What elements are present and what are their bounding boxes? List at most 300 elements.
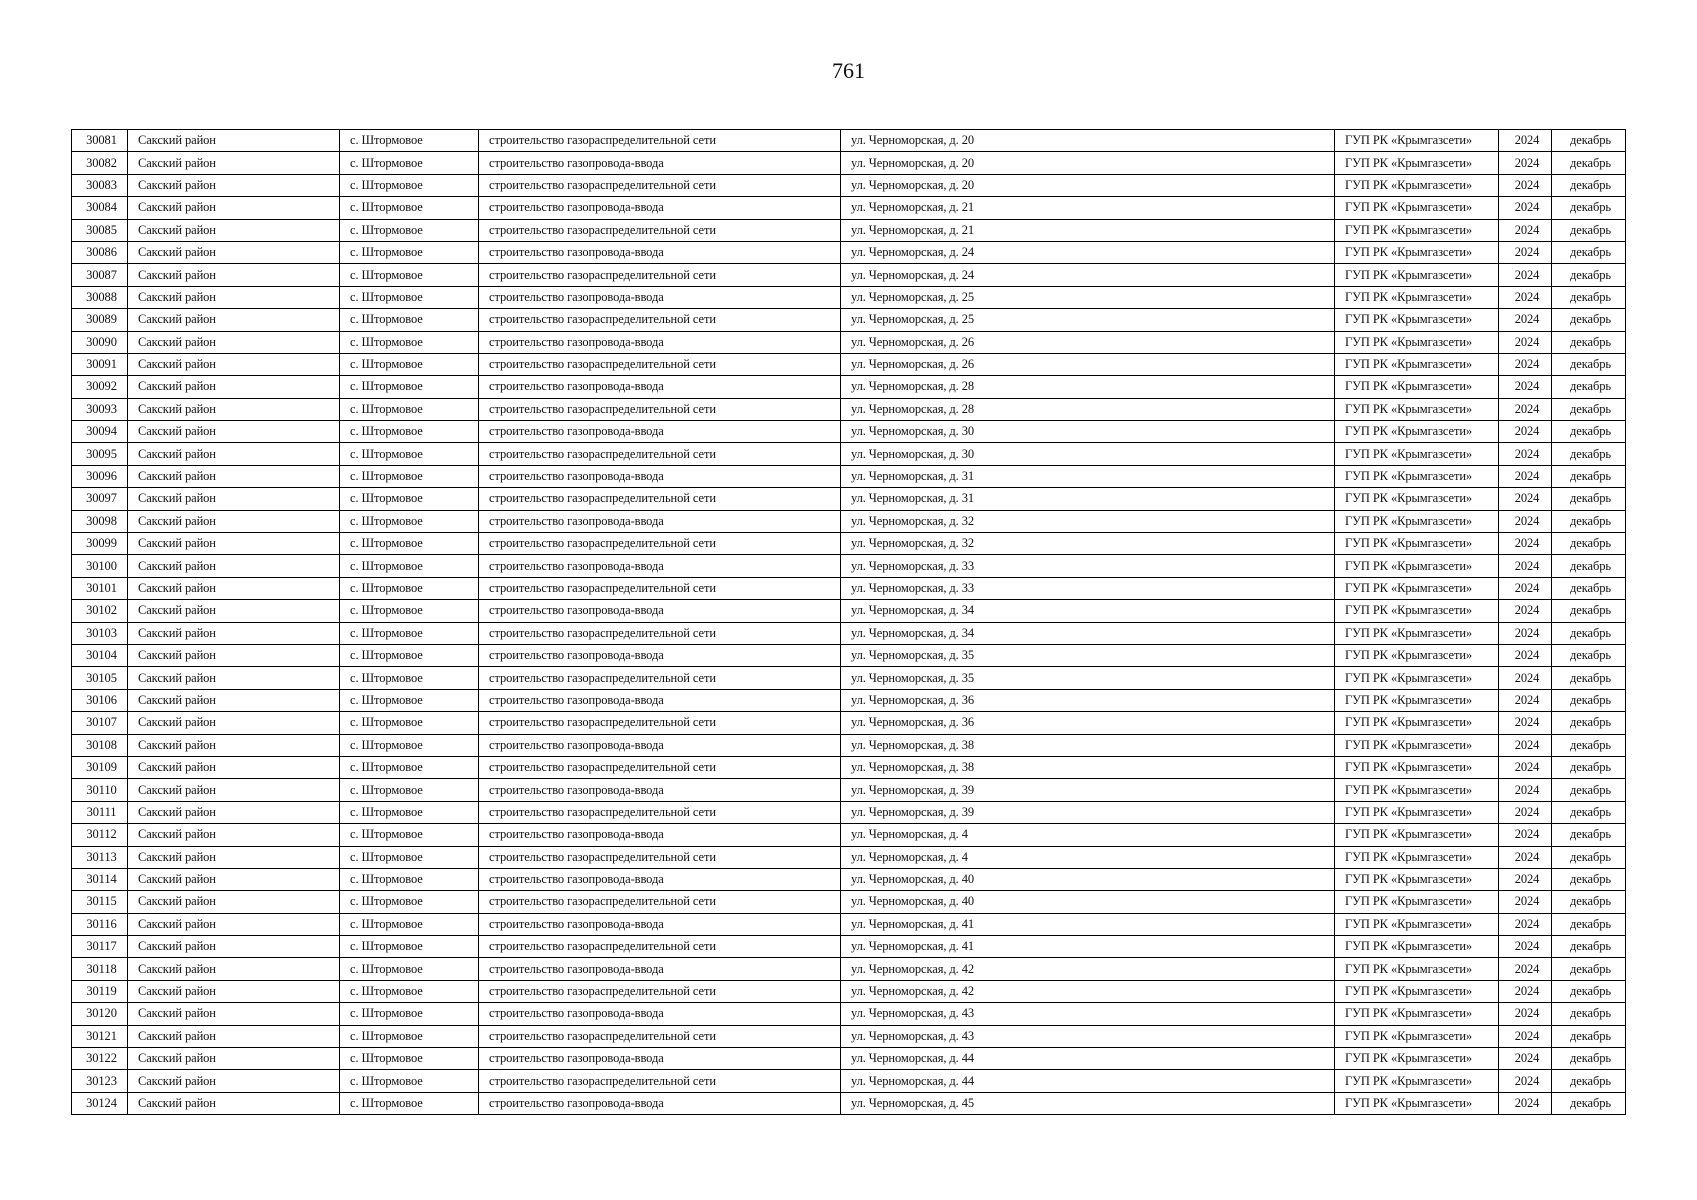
district-cell: Сакский район (128, 622, 340, 644)
year-cell: 2024 (1499, 734, 1552, 756)
organization-cell: ГУП РК «Крымгазсети» (1335, 398, 1499, 420)
settlement-cell: с. Штормовое (340, 801, 479, 823)
month-cell: декабрь (1552, 936, 1626, 958)
month-cell: декабрь (1552, 868, 1626, 890)
month-cell: декабрь (1552, 398, 1626, 420)
row-number: 30100 (72, 555, 128, 577)
address-cell: ул. Черноморская, д. 25 (841, 286, 1335, 308)
row-number: 30081 (72, 130, 128, 152)
district-cell: Сакский район (128, 980, 340, 1002)
settlement-cell: с. Штормовое (340, 219, 479, 241)
year-cell: 2024 (1499, 958, 1552, 980)
table-row (72, 779, 1626, 801)
year-cell: 2024 (1499, 1092, 1552, 1114)
month-cell: декабрь (1552, 1092, 1626, 1114)
district-cell: Сакский район (128, 421, 340, 443)
registry-body (72, 130, 1626, 1115)
row-number: 30109 (72, 756, 128, 778)
row-number: 30095 (72, 443, 128, 465)
district-cell: Сакский район (128, 667, 340, 689)
month-cell: декабрь (1552, 756, 1626, 778)
work-type-cell: строительство газопровода-ввода (479, 376, 841, 398)
month-cell: декабрь (1552, 443, 1626, 465)
settlement-cell: с. Штормовое (340, 1025, 479, 1047)
settlement-cell: с. Штормовое (340, 443, 479, 465)
year-cell: 2024 (1499, 197, 1552, 219)
address-cell: ул. Черноморская, д. 41 (841, 936, 1335, 958)
work-type-cell: строительство газораспределительной сети (479, 1025, 841, 1047)
address-cell: ул. Черноморская, д. 38 (841, 756, 1335, 778)
district-cell: Сакский район (128, 219, 340, 241)
table-row (72, 667, 1626, 689)
table-row (72, 577, 1626, 599)
settlement-cell: с. Штормовое (340, 286, 479, 308)
district-cell: Сакский район (128, 756, 340, 778)
district-cell: Сакский район (128, 936, 340, 958)
year-cell: 2024 (1499, 868, 1552, 890)
organization-cell: ГУП РК «Крымгазсети» (1335, 331, 1499, 353)
table-row (72, 936, 1626, 958)
table-row (72, 1092, 1626, 1114)
organization-cell: ГУП РК «Крымгазсети» (1335, 936, 1499, 958)
year-cell: 2024 (1499, 622, 1552, 644)
month-cell: декабрь (1552, 533, 1626, 555)
settlement-cell: с. Штормовое (340, 868, 479, 890)
settlement-cell: с. Штормовое (340, 1003, 479, 1025)
address-cell: ул. Черноморская, д. 41 (841, 913, 1335, 935)
settlement-cell: с. Штормовое (340, 174, 479, 196)
district-cell: Сакский район (128, 801, 340, 823)
row-number: 30085 (72, 219, 128, 241)
settlement-cell: с. Штормовое (340, 331, 479, 353)
work-type-cell: строительство газопровода-ввода (479, 913, 841, 935)
organization-cell: ГУП РК «Крымгазсети» (1335, 689, 1499, 711)
address-cell: ул. Черноморская, д. 33 (841, 577, 1335, 599)
month-cell: декабрь (1552, 331, 1626, 353)
district-cell: Сакский район (128, 600, 340, 622)
year-cell: 2024 (1499, 309, 1552, 331)
work-type-cell: строительство газораспределительной сети (479, 801, 841, 823)
row-number: 30116 (72, 913, 128, 935)
month-cell: декабрь (1552, 376, 1626, 398)
year-cell: 2024 (1499, 891, 1552, 913)
work-type-cell: строительство газораспределительной сети (479, 443, 841, 465)
month-cell: декабрь (1552, 309, 1626, 331)
district-cell: Сакский район (128, 443, 340, 465)
organization-cell: ГУП РК «Крымгазсети» (1335, 443, 1499, 465)
address-cell: ул. Черноморская, д. 34 (841, 600, 1335, 622)
month-cell: декабрь (1552, 353, 1626, 375)
table-row (72, 465, 1626, 487)
organization-cell: ГУП РК «Крымгазсети» (1335, 421, 1499, 443)
row-number: 30114 (72, 868, 128, 890)
work-type-cell: строительство газораспределительной сети (479, 398, 841, 420)
month-cell: декабрь (1552, 421, 1626, 443)
district-cell: Сакский район (128, 958, 340, 980)
district-cell: Сакский район (128, 130, 340, 152)
work-type-cell: строительство газопровода-ввода (479, 555, 841, 577)
address-cell: ул. Черноморская, д. 30 (841, 421, 1335, 443)
work-type-cell: строительство газопровода-ввода (479, 868, 841, 890)
work-type-cell: строительство газопровода-ввода (479, 286, 841, 308)
year-cell: 2024 (1499, 1025, 1552, 1047)
organization-cell: ГУП РК «Крымгазсети» (1335, 913, 1499, 935)
table-row (72, 443, 1626, 465)
address-cell: ул. Черноморская, д. 40 (841, 868, 1335, 890)
settlement-cell: с. Штормовое (340, 644, 479, 666)
address-cell: ул. Черноморская, д. 4 (841, 824, 1335, 846)
month-cell: декабрь (1552, 465, 1626, 487)
work-type-cell: строительство газопровода-ввода (479, 824, 841, 846)
organization-cell: ГУП РК «Крымгазсети» (1335, 241, 1499, 263)
year-cell: 2024 (1499, 801, 1552, 823)
organization-cell: ГУП РК «Крымгазсети» (1335, 868, 1499, 890)
year-cell: 2024 (1499, 779, 1552, 801)
settlement-cell: с. Штормовое (340, 465, 479, 487)
year-cell: 2024 (1499, 465, 1552, 487)
settlement-cell: с. Штормовое (340, 376, 479, 398)
address-cell: ул. Черноморская, д. 24 (841, 241, 1335, 263)
year-cell: 2024 (1499, 936, 1552, 958)
district-cell: Сакский район (128, 376, 340, 398)
district-cell: Сакский район (128, 891, 340, 913)
organization-cell: ГУП РК «Крымгазсети» (1335, 1003, 1499, 1025)
settlement-cell: с. Штормовое (340, 734, 479, 756)
organization-cell: ГУП РК «Крымгазсети» (1335, 309, 1499, 331)
row-number: 30102 (72, 600, 128, 622)
district-cell: Сакский район (128, 555, 340, 577)
table-row (72, 510, 1626, 532)
table-row (72, 980, 1626, 1002)
row-number: 30090 (72, 331, 128, 353)
organization-cell: ГУП РК «Крымгазсети» (1335, 667, 1499, 689)
address-cell: ул. Черноморская, д. 36 (841, 689, 1335, 711)
work-type-cell: строительство газораспределительной сети (479, 533, 841, 555)
month-cell: декабрь (1552, 219, 1626, 241)
organization-cell: ГУП РК «Крымгазсети» (1335, 264, 1499, 286)
row-number: 30093 (72, 398, 128, 420)
work-type-cell: строительство газопровода-ввода (479, 779, 841, 801)
work-type-cell: строительство газораспределительной сети (479, 846, 841, 868)
organization-cell: ГУП РК «Крымгазсети» (1335, 130, 1499, 152)
row-number: 30088 (72, 286, 128, 308)
district-cell: Сакский район (128, 197, 340, 219)
year-cell: 2024 (1499, 376, 1552, 398)
table-row (72, 533, 1626, 555)
organization-cell: ГУП РК «Крымгазсети» (1335, 197, 1499, 219)
work-type-cell: строительство газопровода-ввода (479, 1092, 841, 1114)
year-cell: 2024 (1499, 667, 1552, 689)
month-cell: декабрь (1552, 1070, 1626, 1092)
table-row (72, 801, 1626, 823)
month-cell: декабрь (1552, 286, 1626, 308)
table-row (72, 398, 1626, 420)
row-number: 30105 (72, 667, 128, 689)
row-number: 30113 (72, 846, 128, 868)
row-number: 30096 (72, 465, 128, 487)
row-number: 30118 (72, 958, 128, 980)
row-number: 30103 (72, 622, 128, 644)
settlement-cell: с. Штормовое (340, 1092, 479, 1114)
district-cell: Сакский район (128, 824, 340, 846)
month-cell: декабрь (1552, 1048, 1626, 1070)
table-row (72, 1003, 1626, 1025)
table-row (72, 1025, 1626, 1047)
month-cell: декабрь (1552, 264, 1626, 286)
table-row (72, 913, 1626, 935)
row-number: 30083 (72, 174, 128, 196)
table-row (72, 891, 1626, 913)
row-number: 30124 (72, 1092, 128, 1114)
table-row (72, 241, 1626, 263)
organization-cell: ГУП РК «Крымгазсети» (1335, 1092, 1499, 1114)
district-cell: Сакский район (128, 1070, 340, 1092)
work-type-cell: строительство газораспределительной сети (479, 219, 841, 241)
table-row (72, 264, 1626, 286)
month-cell: декабрь (1552, 913, 1626, 935)
year-cell: 2024 (1499, 644, 1552, 666)
year-cell: 2024 (1499, 600, 1552, 622)
address-cell: ул. Черноморская, д. 20 (841, 130, 1335, 152)
address-cell: ул. Черноморская, д. 36 (841, 712, 1335, 734)
month-cell: декабрь (1552, 667, 1626, 689)
organization-cell: ГУП РК «Крымгазсети» (1335, 600, 1499, 622)
year-cell: 2024 (1499, 1003, 1552, 1025)
district-cell: Сакский район (128, 1003, 340, 1025)
month-cell: декабрь (1552, 1025, 1626, 1047)
year-cell: 2024 (1499, 219, 1552, 241)
work-type-cell: строительство газопровода-ввода (479, 689, 841, 711)
row-number: 30097 (72, 488, 128, 510)
work-type-cell: строительство газопровода-ввода (479, 734, 841, 756)
table-row (72, 622, 1626, 644)
work-type-cell: строительство газораспределительной сети (479, 980, 841, 1002)
table-row (72, 555, 1626, 577)
row-number: 30119 (72, 980, 128, 1002)
year-cell: 2024 (1499, 286, 1552, 308)
district-cell: Сакский район (128, 1048, 340, 1070)
work-type-cell: строительство газопровода-ввода (479, 1048, 841, 1070)
registry-table (71, 129, 1626, 1115)
work-type-cell: строительство газопровода-ввода (479, 241, 841, 263)
settlement-cell: с. Штормовое (340, 824, 479, 846)
table-row (72, 286, 1626, 308)
month-cell: декабрь (1552, 801, 1626, 823)
table-row (72, 734, 1626, 756)
row-number: 30101 (72, 577, 128, 599)
work-type-cell: строительство газораспределительной сети (479, 622, 841, 644)
month-cell: декабрь (1552, 980, 1626, 1002)
settlement-cell: с. Штормовое (340, 689, 479, 711)
work-type-cell: строительство газораспределительной сети (479, 667, 841, 689)
table-row (72, 353, 1626, 375)
month-cell: декабрь (1552, 241, 1626, 263)
month-cell: декабрь (1552, 891, 1626, 913)
row-number: 30082 (72, 152, 128, 174)
year-cell: 2024 (1499, 241, 1552, 263)
district-cell: Сакский район (128, 398, 340, 420)
work-type-cell: строительство газораспределительной сети (479, 891, 841, 913)
table-row (72, 309, 1626, 331)
table-row (72, 1048, 1626, 1070)
organization-cell: ГУП РК «Крымгазсети» (1335, 286, 1499, 308)
table-row (72, 600, 1626, 622)
month-cell: декабрь (1552, 644, 1626, 666)
settlement-cell: с. Штормовое (340, 533, 479, 555)
year-cell: 2024 (1499, 533, 1552, 555)
work-type-cell: строительство газораспределительной сети (479, 577, 841, 599)
work-type-cell: строительство газопровода-ввода (479, 600, 841, 622)
work-type-cell: строительство газопровода-ввода (479, 644, 841, 666)
address-cell: ул. Черноморская, д. 25 (841, 309, 1335, 331)
year-cell: 2024 (1499, 443, 1552, 465)
page-number: 761 (832, 58, 865, 83)
year-cell: 2024 (1499, 913, 1552, 935)
table-row (72, 846, 1626, 868)
table-row (72, 868, 1626, 890)
organization-cell: ГУП РК «Крымгазсети» (1335, 465, 1499, 487)
year-cell: 2024 (1499, 331, 1552, 353)
district-cell: Сакский район (128, 846, 340, 868)
organization-cell: ГУП РК «Крымгазсети» (1335, 353, 1499, 375)
year-cell: 2024 (1499, 398, 1552, 420)
work-type-cell: строительство газораспределительной сети (479, 1070, 841, 1092)
table-row (72, 331, 1626, 353)
organization-cell: ГУП РК «Крымгазсети» (1335, 577, 1499, 599)
year-cell: 2024 (1499, 712, 1552, 734)
year-cell: 2024 (1499, 421, 1552, 443)
row-number: 30108 (72, 734, 128, 756)
district-cell: Сакский район (128, 152, 340, 174)
table-row (72, 421, 1626, 443)
address-cell: ул. Черноморская, д. 40 (841, 891, 1335, 913)
month-cell: декабрь (1552, 824, 1626, 846)
organization-cell: ГУП РК «Крымгазсети» (1335, 756, 1499, 778)
row-number: 30107 (72, 712, 128, 734)
row-number: 30123 (72, 1070, 128, 1092)
settlement-cell: с. Штормовое (340, 779, 479, 801)
district-cell: Сакский район (128, 488, 340, 510)
month-cell: декабрь (1552, 1003, 1626, 1025)
district-cell: Сакский район (128, 309, 340, 331)
settlement-cell: с. Штормовое (340, 1048, 479, 1070)
district-cell: Сакский район (128, 510, 340, 532)
work-type-cell: строительство газораспределительной сети (479, 353, 841, 375)
settlement-cell: с. Штормовое (340, 980, 479, 1002)
address-cell: ул. Черноморская, д. 39 (841, 779, 1335, 801)
district-cell: Сакский район (128, 264, 340, 286)
address-cell: ул. Черноморская, д. 44 (841, 1048, 1335, 1070)
year-cell: 2024 (1499, 353, 1552, 375)
month-cell: декабрь (1552, 577, 1626, 599)
address-cell: ул. Черноморская, д. 33 (841, 555, 1335, 577)
address-cell: ул. Черноморская, д. 39 (841, 801, 1335, 823)
organization-cell: ГУП РК «Крымгазсети» (1335, 622, 1499, 644)
row-number: 30098 (72, 510, 128, 532)
work-type-cell: строительство газопровода-ввода (479, 465, 841, 487)
district-cell: Сакский район (128, 734, 340, 756)
work-type-cell: строительство газораспределительной сети (479, 174, 841, 196)
month-cell: декабрь (1552, 510, 1626, 532)
work-type-cell: строительство газораспределительной сети (479, 130, 841, 152)
settlement-cell: с. Штормовое (340, 846, 479, 868)
address-cell: ул. Черноморская, д. 44 (841, 1070, 1335, 1092)
settlement-cell: с. Штормовое (340, 712, 479, 734)
work-type-cell: строительство газопровода-ввода (479, 1003, 841, 1025)
row-number: 30091 (72, 353, 128, 375)
year-cell: 2024 (1499, 689, 1552, 711)
year-cell: 2024 (1499, 488, 1552, 510)
district-cell: Сакский район (128, 577, 340, 599)
table-row (72, 958, 1626, 980)
settlement-cell: с. Штормовое (340, 667, 479, 689)
organization-cell: ГУП РК «Крымгазсети» (1335, 734, 1499, 756)
row-number: 30104 (72, 644, 128, 666)
row-number: 30115 (72, 891, 128, 913)
settlement-cell: с. Штормовое (340, 891, 479, 913)
year-cell: 2024 (1499, 824, 1552, 846)
year-cell: 2024 (1499, 510, 1552, 532)
month-cell: декабрь (1552, 734, 1626, 756)
month-cell: декабрь (1552, 197, 1626, 219)
settlement-cell: с. Штормовое (340, 936, 479, 958)
settlement-cell: с. Штормовое (340, 264, 479, 286)
row-number: 30106 (72, 689, 128, 711)
settlement-cell: с. Штормовое (340, 577, 479, 599)
address-cell: ул. Черноморская, д. 21 (841, 197, 1335, 219)
month-cell: декабрь (1552, 488, 1626, 510)
organization-cell: ГУП РК «Крымгазсети» (1335, 846, 1499, 868)
month-cell: декабрь (1552, 600, 1626, 622)
row-number: 30086 (72, 241, 128, 263)
work-type-cell: строительство газораспределительной сети (479, 488, 841, 510)
settlement-cell: с. Штормовое (340, 241, 479, 263)
district-cell: Сакский район (128, 533, 340, 555)
organization-cell: ГУП РК «Крымгазсети» (1335, 555, 1499, 577)
address-cell: ул. Черноморская, д. 43 (841, 1025, 1335, 1047)
work-type-cell: строительство газораспределительной сети (479, 309, 841, 331)
address-cell: ул. Черноморская, д. 42 (841, 980, 1335, 1002)
table-row (72, 488, 1626, 510)
year-cell: 2024 (1499, 264, 1552, 286)
organization-cell: ГУП РК «Крымгазсети» (1335, 1048, 1499, 1070)
table-row (72, 197, 1626, 219)
work-type-cell: строительство газопровода-ввода (479, 421, 841, 443)
table-row (72, 689, 1626, 711)
row-number: 30111 (72, 801, 128, 823)
month-cell: декабрь (1552, 779, 1626, 801)
settlement-cell: с. Штормовое (340, 600, 479, 622)
organization-cell: ГУП РК «Крымгазсети» (1335, 533, 1499, 555)
organization-cell: ГУП РК «Крымгазсети» (1335, 1025, 1499, 1047)
settlement-cell: с. Штормовое (340, 488, 479, 510)
settlement-cell: с. Штормовое (340, 622, 479, 644)
settlement-cell: с. Штормовое (340, 152, 479, 174)
organization-cell: ГУП РК «Крымгазсети» (1335, 779, 1499, 801)
table-row (72, 824, 1626, 846)
month-cell: декабрь (1552, 152, 1626, 174)
organization-cell: ГУП РК «Крымгазсети» (1335, 644, 1499, 666)
month-cell: декабрь (1552, 958, 1626, 980)
organization-cell: ГУП РК «Крымгазсети» (1335, 891, 1499, 913)
district-cell: Сакский район (128, 174, 340, 196)
work-type-cell: строительство газопровода-ввода (479, 510, 841, 532)
table-row (72, 219, 1626, 241)
address-cell: ул. Черноморская, д. 43 (841, 1003, 1335, 1025)
table-row (72, 644, 1626, 666)
address-cell: ул. Черноморская, д. 24 (841, 264, 1335, 286)
organization-cell: ГУП РК «Крымгазсети» (1335, 980, 1499, 1002)
